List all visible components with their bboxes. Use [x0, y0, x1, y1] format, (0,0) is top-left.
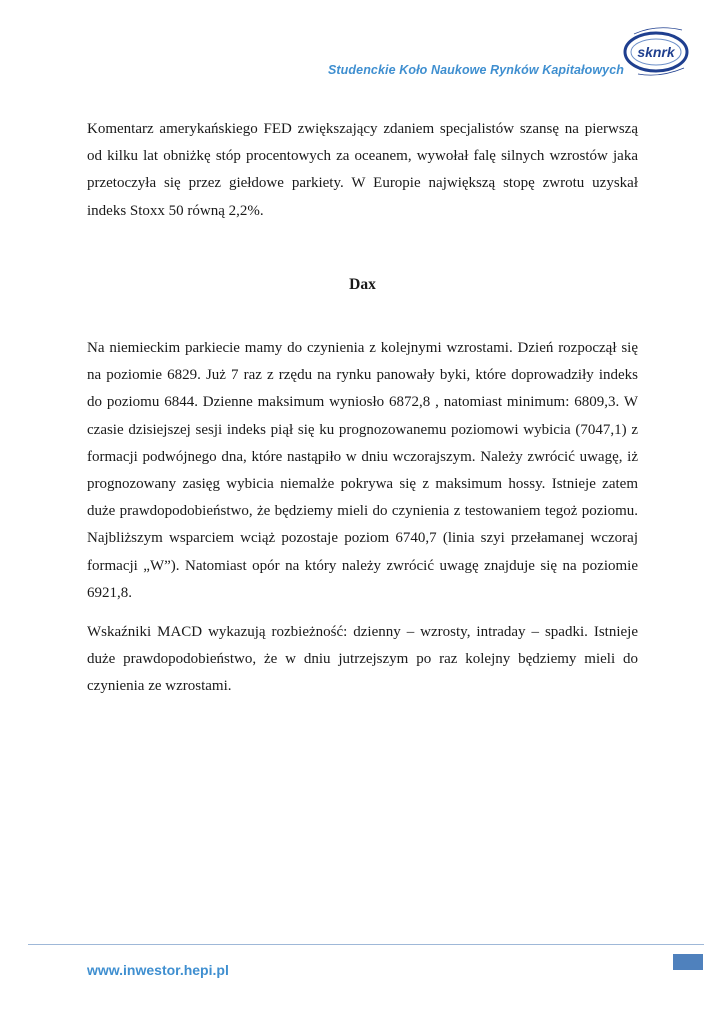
footer-divider	[28, 944, 704, 945]
logo-text: sknrk	[637, 44, 675, 60]
page-number-box	[673, 954, 703, 970]
macd-paragraph: Wskaźniki MACD wykazują rozbieżność: dzienny – wzrosty, intraday – spadki. Istnieje duże prawdopodobieństwo, że w dniu jutrzejszym po raz kolejny będziemy mieli do czynienia ze wzrostami.	[87, 624, 638, 695]
section-title-dax: Dax	[349, 276, 376, 293]
footer-url[interactable]: www.inwestor.hepi.pl	[87, 962, 229, 978]
logo	[620, 22, 692, 80]
intro-paragraph: Komentarz amerykańskiego FED zwiększający zdaniem specjalistów szansę na pierwszą od kilku lat obniżkę stóp procentowych za oceanem, wywołał falę silnych wzrostów jaka przetoczyła się przez giełdowe parkiety. W Europie największą stopę zwrotu uzyskał indeks Stoxx 50 równą 2,2%.	[87, 121, 638, 219]
header-title: Studenckie Koło Naukowe Rynków Kapitałowych	[327, 63, 624, 77]
dax-paragraph: Na niemieckim parkiecie mamy do czynienia z kolejnymi wzrostami. Dzień rozpoczął się na poziomie 6829. Już 7 raz z rzędu na rynku panowały byki, które doprowadziły indeks do poziomu 6844. Dzienne maksimum wyniosło 6872,8 , natomiast minimum: 6809,3. W czasie dzisiejszej sesji indeks piął się ku prognozowanemu poziomowi wybicia (7047,1) z formacji podwójnego dna, które nastąpiło w dniu wczorajszym. Należy zwrócić uwagę, iż prognozowany zasięg wybicia niemalże pokrywa się z maksimum hossy. Istnieje zatem duże prawdopodobieństwo, że będziemy mieli do czynienia z testowaniem tegoż poziomu. Najbliższym wsparciem wciąż pozostaje poziom 6740,7 (linia szyi przełamanej wczoraj formacji „W”). Natomiast opór na który należy zwrócić uwagę znajduje się na poziomie 6921,8.	[87, 340, 638, 601]
